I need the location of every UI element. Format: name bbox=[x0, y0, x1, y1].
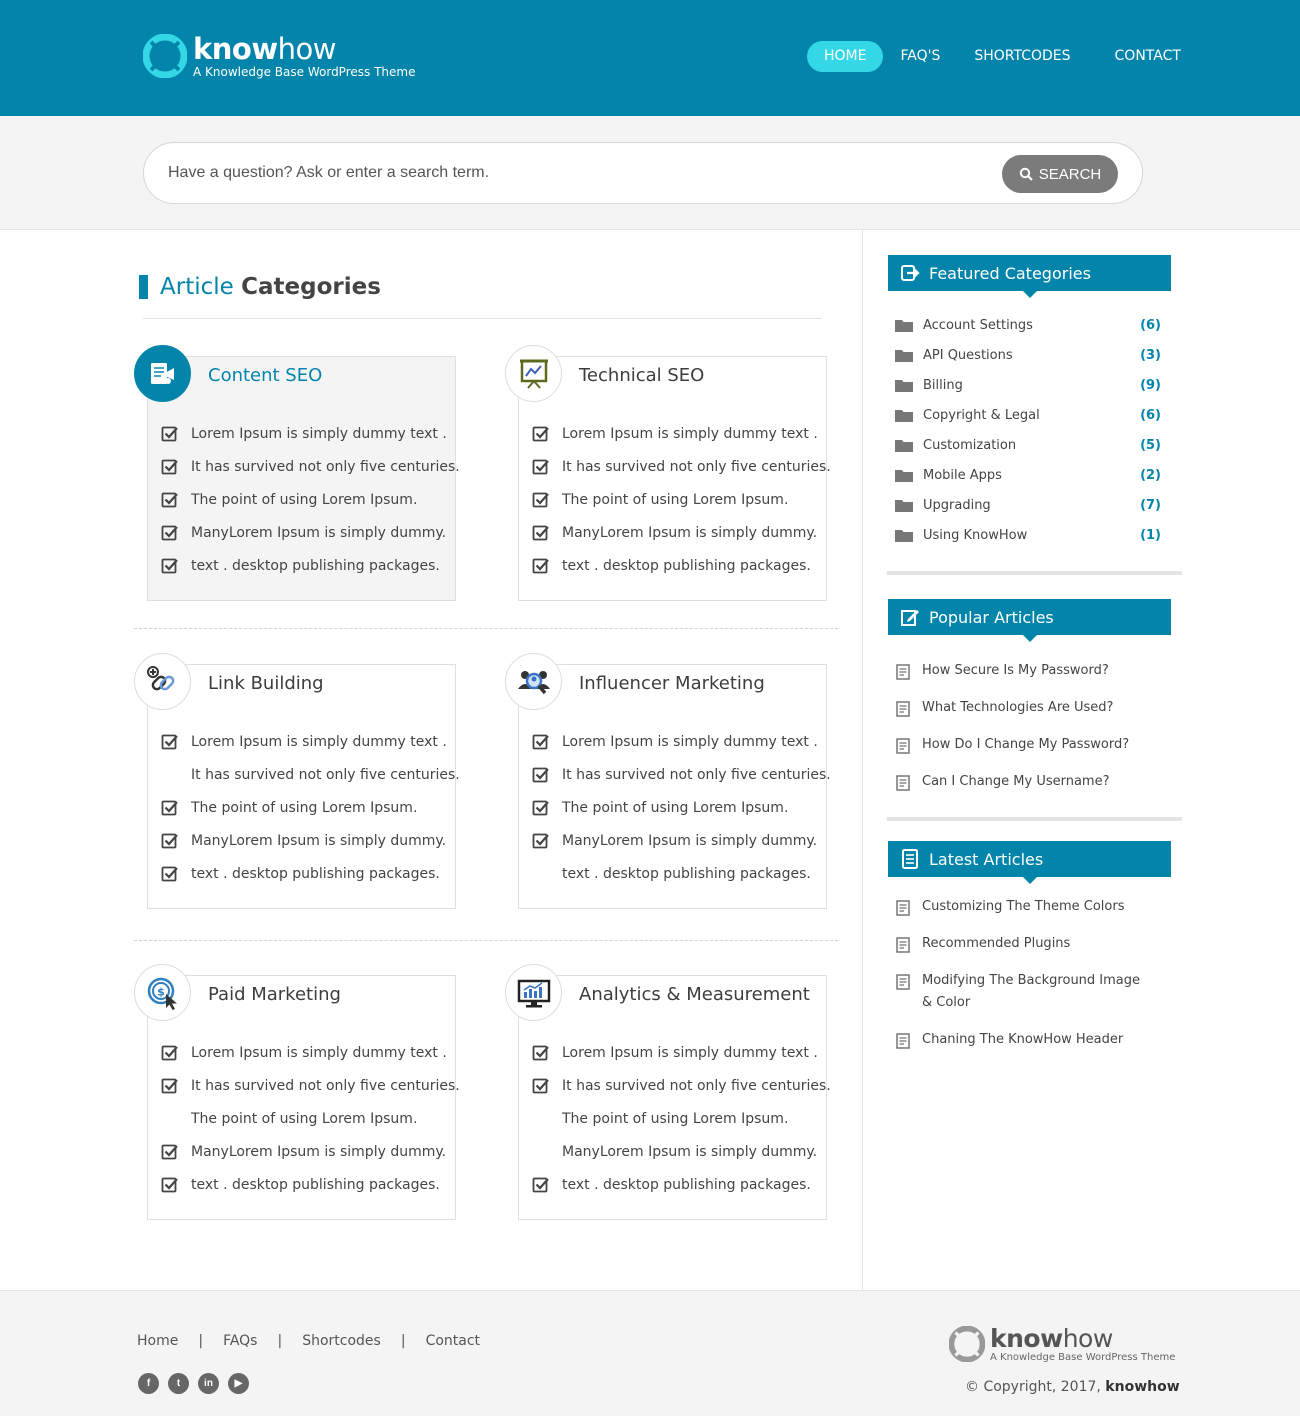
lifebuoy-logo-icon bbox=[949, 1326, 985, 1362]
footer-nav bbox=[137, 1333, 480, 1349]
folder-icon bbox=[895, 498, 913, 512]
card-link-list bbox=[532, 1036, 831, 1201]
nav-shortcodes[interactable]: SHORTCODES bbox=[974, 48, 1071, 64]
paid-marketing-icon bbox=[134, 964, 191, 1021]
widget-separator bbox=[887, 817, 1182, 821]
card-link-list bbox=[161, 1036, 460, 1201]
list-item[interactable]: ManyLorem Ipsum is simply dummy. bbox=[562, 1143, 818, 1160]
list-item[interactable]: ManyLorem Ipsum is simply dummy. bbox=[161, 824, 460, 857]
social-links bbox=[138, 1373, 249, 1394]
row-divider bbox=[134, 940, 838, 941]
footer-link-contact[interactable]: Contact bbox=[425, 1333, 481, 1349]
document-icon bbox=[895, 936, 912, 953]
list-item[interactable]: Billing (9) bbox=[895, 370, 1161, 400]
list-item[interactable]: Can I Change My Username? bbox=[895, 771, 1155, 793]
copyright-text: © Copyright, 2017, knowhow bbox=[965, 1379, 1180, 1395]
checkbox-icon bbox=[532, 1176, 550, 1194]
logo-wordmark: knowhow bbox=[193, 32, 336, 66]
checkbox-icon bbox=[532, 425, 550, 443]
category-card-influencer-marketing bbox=[518, 664, 831, 909]
list-item[interactable]: Customization (5) bbox=[895, 430, 1161, 460]
list-item[interactable]: It has survived not only five centuries. bbox=[191, 766, 460, 783]
list-item[interactable]: The point of using Lorem Ipsum. bbox=[562, 1110, 789, 1127]
document-icon bbox=[895, 700, 912, 717]
list-item[interactable]: text . desktop publishing packages. bbox=[532, 549, 831, 582]
search-icon bbox=[1019, 167, 1033, 181]
list-item[interactable]: It has survived not only five centuries. bbox=[161, 1069, 460, 1102]
card-link-list bbox=[161, 725, 460, 890]
checkbox-icon bbox=[161, 733, 179, 751]
category-card-analytics bbox=[518, 975, 831, 1220]
card-link-list bbox=[161, 417, 460, 582]
list-item[interactable]: text . desktop publishing packages. bbox=[562, 865, 811, 882]
checkbox-icon bbox=[161, 1044, 179, 1062]
section-heading: Article Categories bbox=[160, 274, 381, 300]
list-item[interactable]: The point of using Lorem Ipsum. bbox=[191, 1110, 418, 1127]
list-item[interactable]: Using KnowHow (1) bbox=[895, 520, 1161, 550]
link-building-icon bbox=[134, 653, 191, 710]
popular-articles-header: Popular Articles bbox=[888, 599, 1171, 635]
section-title-bar bbox=[139, 275, 148, 299]
footer-link-home[interactable]: Home bbox=[137, 1333, 179, 1349]
list-item[interactable]: The point of using Lorem Ipsum. bbox=[532, 791, 831, 824]
linkedin-icon[interactable]: in bbox=[198, 1373, 219, 1394]
edit-icon bbox=[900, 607, 920, 627]
checkbox-icon bbox=[161, 425, 179, 443]
folder-icon bbox=[895, 528, 913, 542]
folder-icon bbox=[895, 438, 913, 452]
category-card-paid-marketing bbox=[147, 975, 460, 1220]
checkbox-icon bbox=[161, 491, 179, 509]
influencer-marketing-icon bbox=[505, 653, 562, 710]
checkbox-icon bbox=[532, 733, 550, 751]
list-item[interactable]: Upgrading (7) bbox=[895, 490, 1161, 520]
list-item[interactable]: ManyLorem Ipsum is simply dummy. bbox=[532, 516, 831, 549]
popular-articles-list bbox=[895, 660, 1155, 808]
site-header bbox=[0, 0, 1300, 116]
site-footer bbox=[0, 1290, 1300, 1416]
checkbox-icon bbox=[161, 557, 179, 575]
footer-logo-tagline: A Knowledge Base WordPress Theme bbox=[990, 1352, 1176, 1363]
twitter-icon[interactable]: t bbox=[168, 1373, 189, 1394]
card-link-list bbox=[532, 417, 831, 582]
card-title[interactable]: Link Building bbox=[208, 673, 324, 694]
checkbox-icon bbox=[532, 557, 550, 575]
footer-separator: | bbox=[277, 1333, 283, 1349]
list-item[interactable]: How Secure Is My Password? bbox=[895, 660, 1155, 682]
folder-icon bbox=[895, 348, 913, 362]
list-item[interactable]: How Do I Change My Password? bbox=[895, 734, 1155, 756]
row-divider bbox=[134, 628, 838, 629]
footer-logo[interactable] bbox=[949, 1326, 1175, 1363]
footer-logo-wordmark: knowhow bbox=[990, 1324, 1113, 1353]
list-item[interactable]: Lorem Ipsum is simply dummy text . bbox=[532, 417, 831, 450]
facebook-icon[interactable]: f bbox=[138, 1373, 159, 1394]
nav-contact[interactable]: CONTACT bbox=[1114, 48, 1181, 64]
list-item[interactable]: Copyright & Legal (6) bbox=[895, 400, 1161, 430]
list-item[interactable]: The point of using Lorem Ipsum. bbox=[161, 483, 460, 516]
folder-icon bbox=[895, 468, 913, 482]
checkbox-icon bbox=[532, 832, 550, 850]
checkbox-icon bbox=[161, 832, 179, 850]
list-item[interactable]: Lorem Ipsum is simply dummy text . bbox=[161, 725, 460, 758]
section-title bbox=[139, 274, 381, 300]
search-button[interactable] bbox=[1002, 155, 1118, 193]
search-band bbox=[0, 116, 1300, 230]
logo-tagline: A Knowledge Base WordPress Theme bbox=[193, 65, 416, 79]
document-icon bbox=[895, 1032, 912, 1049]
list-item[interactable]: Modifying The Background Image & Color bbox=[895, 970, 1155, 1014]
list-item[interactable]: The point of using Lorem Ipsum. bbox=[161, 791, 460, 824]
latest-articles-header: Latest Articles bbox=[888, 841, 1171, 877]
checkbox-icon bbox=[532, 491, 550, 509]
document-icon bbox=[895, 737, 912, 754]
sidebar-divider bbox=[862, 230, 863, 1290]
content-seo-icon bbox=[134, 345, 191, 402]
list-item[interactable]: What Technologies Are Used? bbox=[895, 697, 1155, 719]
list-item[interactable]: It has survived not only five centuries. bbox=[532, 1069, 831, 1102]
svg-text:$: $ bbox=[156, 985, 165, 998]
search-input[interactable] bbox=[168, 157, 988, 189]
list-item[interactable]: Account Settings (6) bbox=[895, 310, 1161, 340]
list-item[interactable]: text . desktop publishing packages. bbox=[161, 857, 460, 890]
checkbox-icon bbox=[532, 1044, 550, 1062]
list-item[interactable]: Lorem Ipsum is simply dummy text . bbox=[532, 725, 831, 758]
checkbox-icon bbox=[532, 1077, 550, 1095]
list-item[interactable]: text . desktop publishing packages. bbox=[161, 549, 460, 582]
widget-separator bbox=[887, 571, 1182, 575]
card-title[interactable]: Analytics & Measurement bbox=[579, 984, 810, 1005]
card-title[interactable]: Technical SEO bbox=[579, 365, 705, 386]
document-icon bbox=[895, 663, 912, 680]
list-item[interactable]: Lorem Ipsum is simply dummy text . bbox=[161, 417, 460, 450]
search-box bbox=[143, 142, 1143, 204]
search-button-label: SEARCH bbox=[1038, 165, 1102, 183]
checkbox-icon bbox=[161, 799, 179, 817]
technical-seo-icon bbox=[505, 345, 562, 402]
article-icon bbox=[900, 849, 920, 869]
list-item[interactable]: ManyLorem Ipsum is simply dummy. bbox=[161, 516, 460, 549]
main-content bbox=[0, 230, 1300, 1290]
checkbox-icon bbox=[161, 1176, 179, 1194]
category-card-technical-seo bbox=[518, 356, 831, 601]
list-item[interactable]: Mobile Apps (2) bbox=[895, 460, 1161, 490]
checkbox-icon bbox=[161, 1077, 179, 1095]
list-item[interactable]: It has survived not only five centuries. bbox=[161, 450, 460, 483]
footer-link-shortcodes[interactable]: Shortcodes bbox=[302, 1333, 381, 1349]
list-item[interactable]: It has survived not only five centuries. bbox=[532, 758, 831, 791]
main-nav bbox=[807, 41, 1198, 72]
list-item[interactable]: Customizing The Theme Colors bbox=[895, 896, 1155, 918]
list-item[interactable]: Chaning The KnowHow Header bbox=[895, 1029, 1155, 1051]
document-icon bbox=[895, 774, 912, 791]
list-item[interactable]: Lorem Ipsum is simply dummy text . bbox=[161, 1036, 460, 1069]
analytics-icon bbox=[505, 964, 562, 1021]
footer-separator: | bbox=[400, 1333, 406, 1349]
checkbox-icon bbox=[161, 865, 179, 883]
folder-icon bbox=[895, 408, 913, 422]
category-card-link-building bbox=[147, 664, 460, 909]
list-item[interactable]: Recommended Plugins bbox=[895, 933, 1155, 955]
checkbox-icon bbox=[532, 766, 550, 784]
youtube-icon[interactable]: ▶ bbox=[228, 1373, 249, 1394]
nav-faqs[interactable]: FAQ'S bbox=[900, 48, 941, 64]
document-icon bbox=[895, 973, 912, 990]
checkbox-icon bbox=[532, 524, 550, 542]
list-item[interactable]: text . desktop publishing packages. bbox=[161, 1168, 460, 1201]
sign-in-icon bbox=[900, 263, 920, 283]
list-item[interactable]: text . desktop publishing packages. bbox=[532, 1168, 831, 1201]
list-item[interactable]: Lorem Ipsum is simply dummy text . bbox=[532, 1036, 831, 1069]
featured-categories-list bbox=[895, 310, 1161, 550]
list-item[interactable]: The point of using Lorem Ipsum. bbox=[532, 483, 831, 516]
featured-categories-header: Featured Categories bbox=[888, 255, 1171, 291]
list-item[interactable]: ManyLorem Ipsum is simply dummy. bbox=[161, 1135, 460, 1168]
list-item[interactable]: API Questions (3) bbox=[895, 340, 1161, 370]
folder-icon bbox=[895, 318, 913, 332]
site-logo[interactable] bbox=[143, 34, 415, 79]
footer-separator: | bbox=[198, 1333, 204, 1349]
checkbox-icon bbox=[532, 799, 550, 817]
card-title[interactable]: Paid Marketing bbox=[208, 984, 341, 1005]
section-rule bbox=[143, 318, 822, 319]
card-title[interactable]: Content SEO bbox=[208, 365, 323, 386]
lifebuoy-logo-icon bbox=[143, 34, 187, 78]
category-card-content-seo bbox=[147, 356, 460, 601]
list-item[interactable]: It has survived not only five centuries. bbox=[532, 450, 831, 483]
checkbox-icon bbox=[161, 524, 179, 542]
checkbox-icon bbox=[161, 1143, 179, 1161]
document-icon bbox=[895, 899, 912, 916]
nav-home[interactable]: HOME bbox=[807, 41, 883, 72]
checkbox-icon bbox=[161, 458, 179, 476]
card-link-list bbox=[532, 725, 831, 890]
footer-link-faqs[interactable]: FAQs bbox=[223, 1333, 258, 1349]
latest-articles-list bbox=[895, 896, 1155, 1066]
list-item[interactable]: ManyLorem Ipsum is simply dummy. bbox=[532, 824, 831, 857]
checkbox-icon bbox=[532, 458, 550, 476]
folder-icon bbox=[895, 378, 913, 392]
card-title[interactable]: Influencer Marketing bbox=[579, 673, 765, 694]
